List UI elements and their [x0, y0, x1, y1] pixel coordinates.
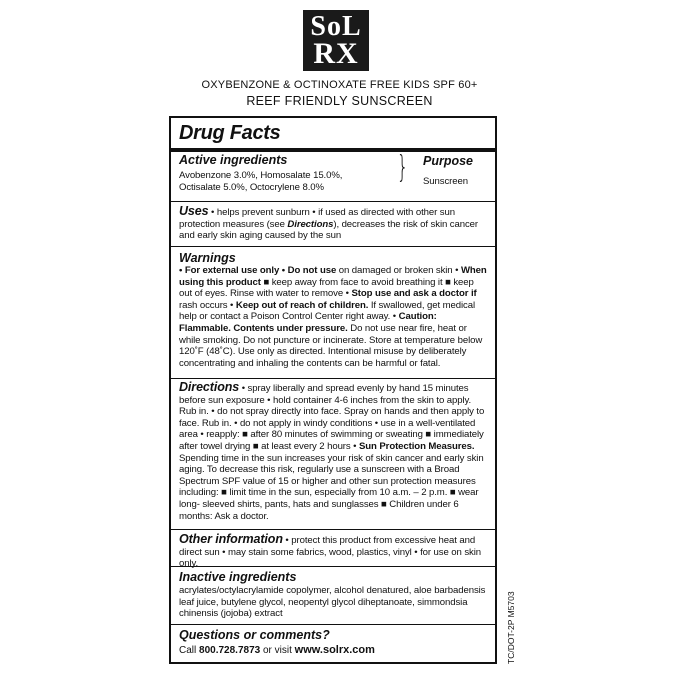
divider	[171, 378, 495, 379]
phone-number: 800.728.7873	[199, 645, 261, 656]
inactive-heading: Inactive ingredients	[179, 570, 297, 584]
drug-facts-panel	[169, 116, 497, 664]
divider	[171, 624, 495, 625]
brand-logo	[303, 10, 369, 71]
uses-heading: Uses	[179, 204, 209, 218]
other-info-section	[179, 534, 487, 570]
warn-t2: ■ keep away from face to avoid breathing it ■ keep out of eyes. Rinse with water to remove •	[179, 276, 474, 300]
warn-b1: • For external use only	[179, 265, 280, 276]
warn-t1: on damaged or broken skin •	[336, 265, 459, 276]
warn-b2: • Do not use	[279, 265, 337, 276]
directions-ref: Directions	[287, 218, 334, 230]
inactive-text: acrylates/octylacrylamide copolymer, alcohol denatured, aloe barbadensis leaf juice, butylene glycol, neopentyl glycol diheptanoate, simmondsia chinensis (jojoba) extract	[179, 585, 486, 620]
inactive-section	[179, 570, 487, 620]
active-line2: Octisalate 5.0%, Octocrylene 8.0%	[179, 181, 324, 193]
uses-text-cont: ), decreases the risk of skin cancer and early skin aging caused by the sun	[179, 218, 478, 242]
warn-b5: Keep out of reach of children.	[235, 299, 369, 311]
website-link[interactable]: www.solrx.com	[294, 644, 375, 656]
logo-line2: RX	[313, 37, 359, 70]
drug-facts-title: Drug Facts	[179, 122, 281, 144]
directions-heading: Directions	[179, 380, 240, 394]
uses-text: • helps prevent sunburn • if used as directed with other sun protection measures (see	[179, 207, 455, 230]
call-label: Call	[179, 645, 200, 656]
warn-b3: When using this product	[179, 265, 487, 288]
directions-text: • spray liberally and spread evenly by hand 15 minutes before sun exposure • hold container 4-6 inches from the skin to apply. Rub in. • do not spray directly into face. Spray on hands and then apply to face. Rub in. • do not apply in windy conditions • use in a well-ventilated area • reapply: ■ after 80 minutes of swimming or sweating ■ immediately after towel drying ■ at least every 2 hours •	[179, 383, 485, 452]
divider	[171, 566, 495, 567]
product-subtitle: OXYBENZONE & OCTINOXATE FREE KIDS SPF 60+	[201, 79, 478, 91]
visit-label: or visit	[260, 645, 295, 656]
warnings-section	[179, 251, 487, 369]
other-text: • protect this product from excessive heat and direct sun • may stain some fabrics, wood, plastics, vinyl • for use on skin only.	[179, 535, 481, 570]
purpose-value: Sunscreen	[423, 176, 468, 187]
product-tagline: REEF FRIENDLY SUNSCREEN	[246, 94, 433, 108]
directions-section	[179, 382, 487, 522]
warn-t3: rash occurs •	[179, 299, 236, 311]
logo-line1: SoL	[310, 11, 362, 42]
sun-protection-heading: Sun Protection Measures.	[359, 440, 475, 452]
side-code: TC/DOT-2P M5703	[506, 591, 516, 664]
divider	[171, 201, 495, 202]
divider	[171, 148, 495, 152]
questions-heading: Questions or comments?	[179, 628, 330, 642]
brace-icon: }	[396, 150, 409, 185]
purpose-heading: Purpose	[423, 154, 474, 168]
active-line1: Avobenzone 3.0%, Homosalate 15.0%,	[179, 170, 343, 181]
divider	[171, 246, 495, 247]
warn-t4: If swallowed, get medical help or contact a Poison Control Center right away. •	[179, 299, 475, 323]
active-heading: Active ingredients	[179, 153, 288, 167]
other-heading: Other information	[179, 532, 283, 546]
divider	[171, 529, 495, 530]
warn-t5: Do not use near fire, heat or while smoking. Do not puncture or incinerate. Store at temperature below 120˚F (48˚C). Use only as directed. Intentional misuse by deliberately concentrating and inhaling the contents can be harmful or fatal.	[179, 322, 483, 369]
warnings-heading: Warnings	[179, 251, 236, 265]
warn-b6: Caution: Flammable. Contents under pressure.	[179, 311, 437, 334]
questions-section	[179, 628, 487, 656]
directions-text-cont: Spending time in the sun increases your risk of skin cancer and early skin aging. To decrease this risk, regularly use a sunscreen with a Broad Spectrum SPF value of 15 or higher and other sun protection measures including: ■ limit time in the sun, especially from 10 a.m. – 2 p.m. ■ wear long- sleeved shirts, pants, hats and sunglasses ■ Children under 6 months: Ask a doctor.	[179, 452, 484, 522]
warn-b4: Stop use and ask a doctor if	[351, 288, 477, 300]
uses-section	[179, 206, 487, 242]
